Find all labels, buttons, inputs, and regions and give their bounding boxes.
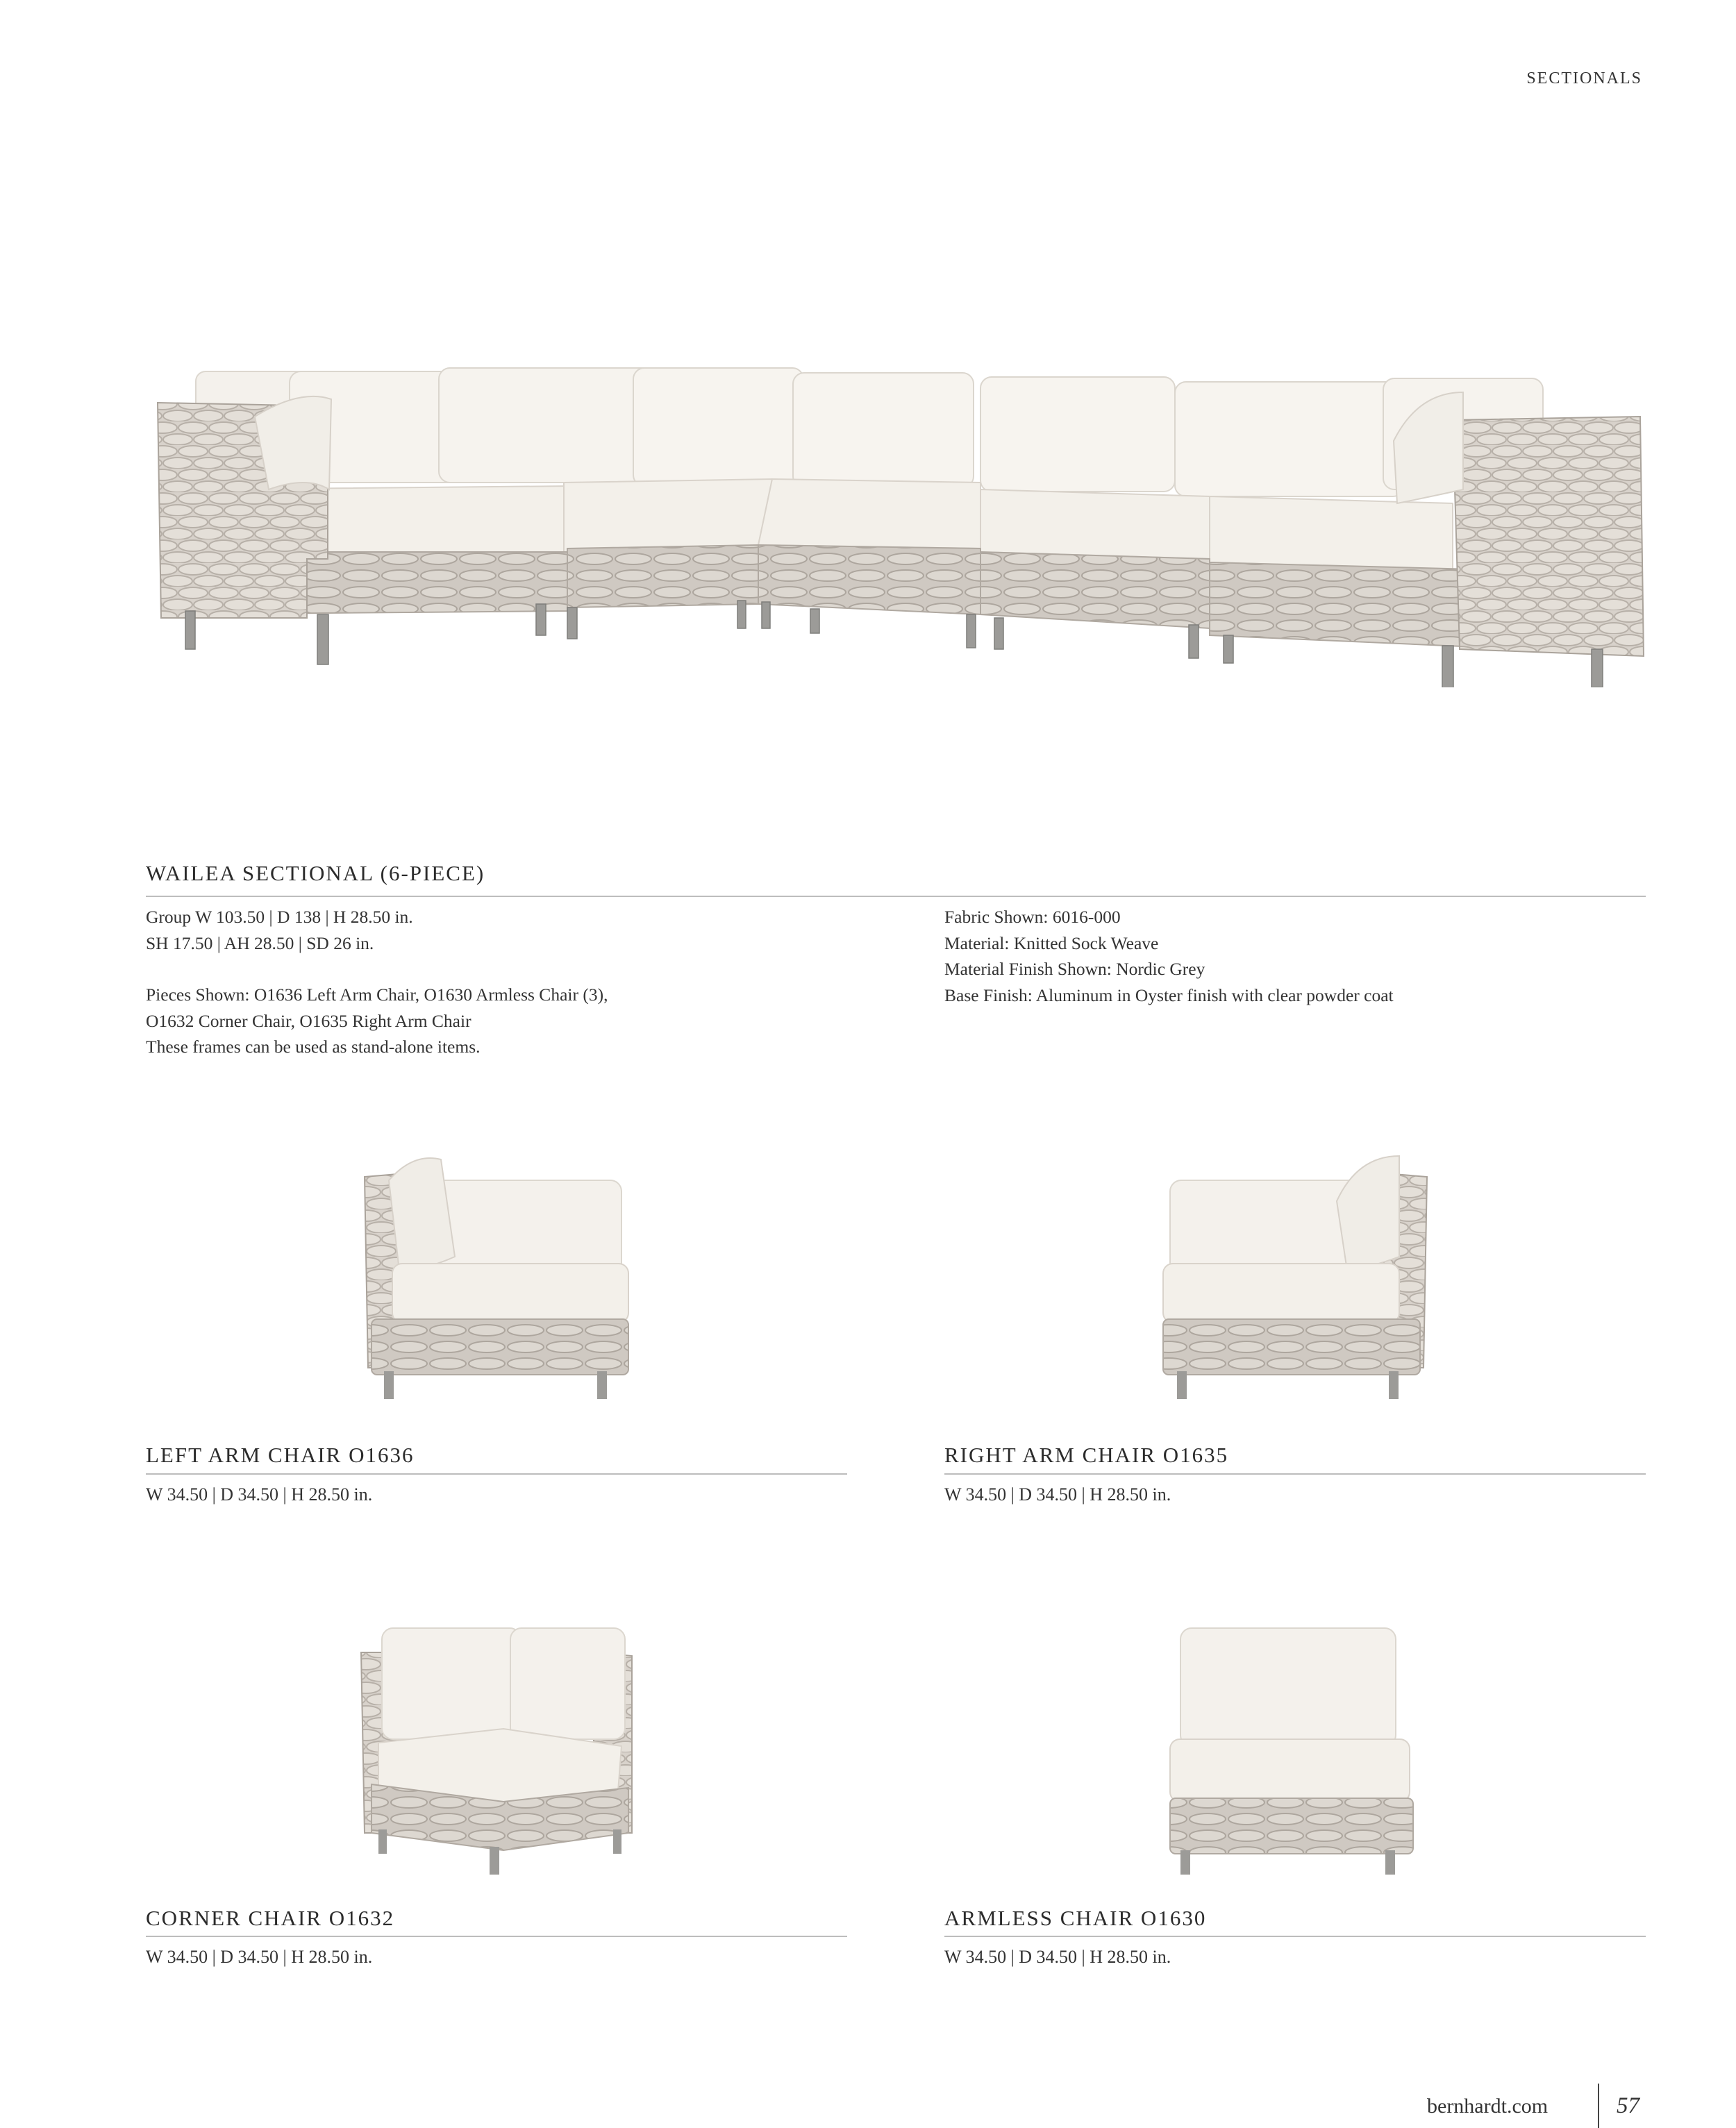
footer-website-link[interactable]: bernhardt.com [1427,2095,1549,2118]
item-title: ARMLESS CHAIR O1630 [944,1906,1207,1930]
spec-spacer [146,956,608,982]
section-label: SECTIONALS [1526,69,1642,87]
spec-line: Fabric Shown: 6016-000 [944,907,1121,927]
main-product-rule [146,896,1646,897]
right-arm-chair-image [1149,1139,1441,1402]
item-dimensions: W 34.50 | D 34.50 | H 28.50 in. [944,1947,1171,1967]
item-title: CORNER CHAIR O1632 [146,1906,395,1930]
spec-line: Base Finish: Aluminum in Oyster finish with clear powder coat [944,985,1394,1005]
page-number: 57 [1617,2093,1639,2118]
item-rule [146,1473,847,1475]
spec-line: Pieces Shown: O1636 Left Arm Chair, O1630 Armless Chair (3), [146,985,608,1005]
item-rule [944,1473,1646,1475]
spec-line: SH 17.50 | AH 28.50 | SD 26 in. [146,932,374,953]
item-rule [146,1936,847,1937]
sectional-sofa-image [147,351,1661,687]
footer-divider [1598,2084,1599,2128]
spec-line: Material Finish Shown: Nordic Grey [944,959,1205,979]
main-product-specs-left [146,904,608,1060]
item-title: RIGHT ARM CHAIR O1635 [944,1443,1229,1467]
item-dimensions: W 34.50 | D 34.50 | H 28.50 in. [944,1484,1171,1505]
item-dimensions: W 34.50 | D 34.50 | H 28.50 in. [146,1947,373,1967]
corner-chair-image [351,1611,642,1875]
main-product-specs-right [944,904,1394,1008]
armless-chair-image [1149,1611,1441,1875]
item-rule [944,1936,1646,1937]
spec-line: Material: Knitted Sock Weave [944,932,1159,953]
left-arm-chair-image [351,1139,642,1402]
spec-line: O1632 Corner Chair, O1635 Right Arm Chair [146,1010,471,1031]
spec-line: Group W 103.50 | D 138 | H 28.50 in. [146,907,413,927]
main-product-title: WAILEA SECTIONAL (6-PIECE) [146,861,485,885]
spec-line: These frames can be used as stand-alone items. [146,1037,481,1057]
item-dimensions: W 34.50 | D 34.50 | H 28.50 in. [146,1484,373,1505]
item-title: LEFT ARM CHAIR O1636 [146,1443,415,1467]
